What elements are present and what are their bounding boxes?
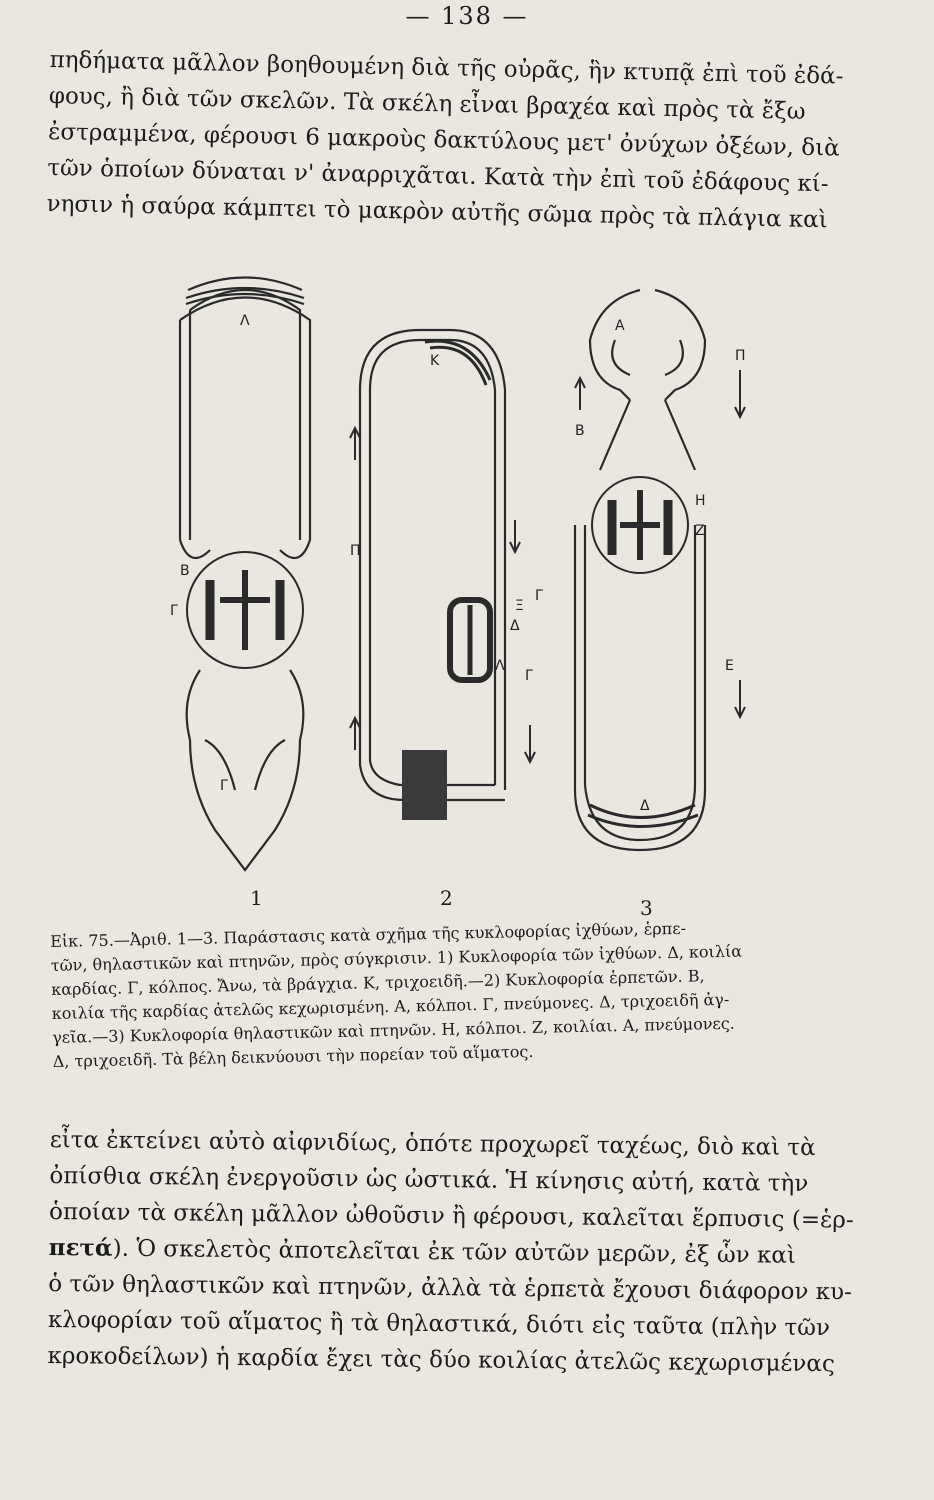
circulation-figure: [150, 270, 770, 930]
figure-number: 2: [440, 886, 453, 910]
text-line: ὀπίσθια σκέλη ἐνεργοῦσιν ὡς ὠστικά. Ἡ κίνησις αὐτή, κατὰ τὴν: [49, 1162, 809, 1197]
diagram-letter-label: Ζ: [695, 523, 705, 539]
fish-circulation-diagram: [180, 278, 310, 871]
caption-line: κοιλία τῆς καρδίας ἀτελῶς κεχωρισμένη. Α, κόλποι. Γ, πνεύμονες. Δ, τριχοειδῆ ἀγ-: [51, 989, 730, 1023]
caption-line: γεῖα.—3) Κυκλοφορία θηλαστικῶν καὶ πτηνῶν. Η, κόλποι. Ζ, κοιλίαι. Α, πνεύμονες.: [52, 1013, 735, 1047]
caption-line: Εἰκ. 75.—Ἀριθ. 1—3. Παράστασις κατὰ σχῆμα τῆς κυκλοφορίας ἰχθύων, ἑρπε-: [50, 918, 687, 951]
reptile-circulation-diagram: [360, 330, 505, 820]
text-line: φους, ἢ διὰ τῶν σκελῶν. Τὰ σκέλη εἶναι βραχέα καὶ πρὸς τὰ ἔξω: [48, 82, 806, 125]
text-fragment: ). Ὁ σκελετὸς ἀποτελεῖται ἐκ τῶν αὐτῶν μερῶν, ἐξ ὧν καὶ: [112, 1235, 797, 1269]
page-number: — 138 —: [405, 2, 529, 30]
caption-line: καρδίας. Γ, κόλπος. Ἄνω, τὰ βράγχια. Κ, τριχοειδῆ.—2) Κυκλοφορία ἑρπετῶν. Β,: [51, 966, 705, 999]
diagram-letter-label: Π: [735, 348, 746, 364]
figure-number: 1: [250, 886, 263, 910]
diagram-letter-label: Β: [575, 423, 585, 439]
mammal-circulation-diagram: [575, 290, 705, 850]
top-paragraph: [46, 42, 890, 240]
text-line: κροκοδείλων) ἡ καρδία ἔχει τὰς δύο κοιλίας ἀτελῶς κεχωρισμένας: [47, 1342, 835, 1378]
diagram-letter-label: Α: [615, 318, 625, 334]
text-line: ὁ τῶν θηλαστικῶν καὶ πτηνῶν, ἀλλὰ τὰ ἑρπετὰ ἔχουσι διάφορον κυ-: [48, 1270, 852, 1306]
diagram-letter-label: Λ: [240, 313, 250, 329]
text-line: τῶν ὁποίων δύναται ν' ἀναρριχᾶται. Κατὰ τὴν ἐπὶ τοῦ ἐδάφους κί-: [47, 154, 829, 198]
bottom-paragraph: [47, 1122, 890, 1383]
text-line: κλοφορίαν τοῦ αἵματος ἢ τὰ θηλαστικά, διότι εἰς ταῦτα (πλὴν τῶν: [47, 1306, 831, 1342]
diagram-letter-label: Η: [695, 493, 706, 509]
diagram-letter-label: Γ: [535, 588, 543, 604]
diagram-letter-label: Π: [350, 543, 361, 559]
diagram-letter-label: Γ: [170, 603, 178, 619]
diagram-letter-label: Λ: [495, 658, 505, 674]
diagram-letter-label: Ξ: [515, 598, 524, 614]
figure-number: 3: [640, 896, 653, 920]
text-line: νησιν ἡ σαύρα κάμπτει τὸ μακρὸν αὐτῆς σῶμα πρὸς τὰ πλάγια καὶ: [46, 190, 828, 234]
figure-caption: [50, 912, 893, 1074]
text-line: ὁποίαν τὰ σκέλη μᾶλλον ὠθοῦσιν ἢ φέρουσι, καλεῖται ἕρπυσις (=ἑρ-: [48, 1198, 854, 1234]
text-line: πηδήματα μᾶλλον βοηθουμένη διὰ τῆς οὐρᾶς, ἣν κτυπᾷ ἐπὶ τοῦ ἐδά-: [49, 46, 844, 90]
text-line: ἐστραμμένα, φέρουσι 6 μακροὺς δακτύλους μετ' ὀνύχων ὀξέων, διὰ: [47, 118, 840, 162]
diagram-letter-label: Κ: [430, 353, 440, 369]
caption-line: Δ, τριχοειδῆ. Τὰ βέλη δεικνύουσι τὴν πορείαν τοῦ αἵματος.: [52, 1041, 534, 1071]
diagram-letter-label: Γ: [525, 668, 533, 684]
diagram-letter-label: Δ: [510, 618, 520, 634]
circulation-diagrams-svg: [150, 270, 770, 930]
diagram-letter-label: Δ: [640, 798, 650, 814]
caption-line: τῶν, θηλαστικῶν καὶ πτηνῶν, πρὸς σύγκρισιν. 1) Κυκλοφορία τῶν ἰχθύων. Δ, κοιλία: [50, 941, 743, 975]
text-line: εἶτα ἐκτείνει αὐτὸ αἰφνιδίως, ὁπότε προχωρεῖ ταχέως, διὸ καὶ τὰ: [49, 1126, 816, 1162]
diagram-letter-label: Γ: [220, 778, 228, 794]
diagram-letter-label: Β: [180, 563, 190, 579]
diagram-letter-label: Ε: [725, 658, 734, 674]
bold-term: πετά: [48, 1233, 113, 1262]
